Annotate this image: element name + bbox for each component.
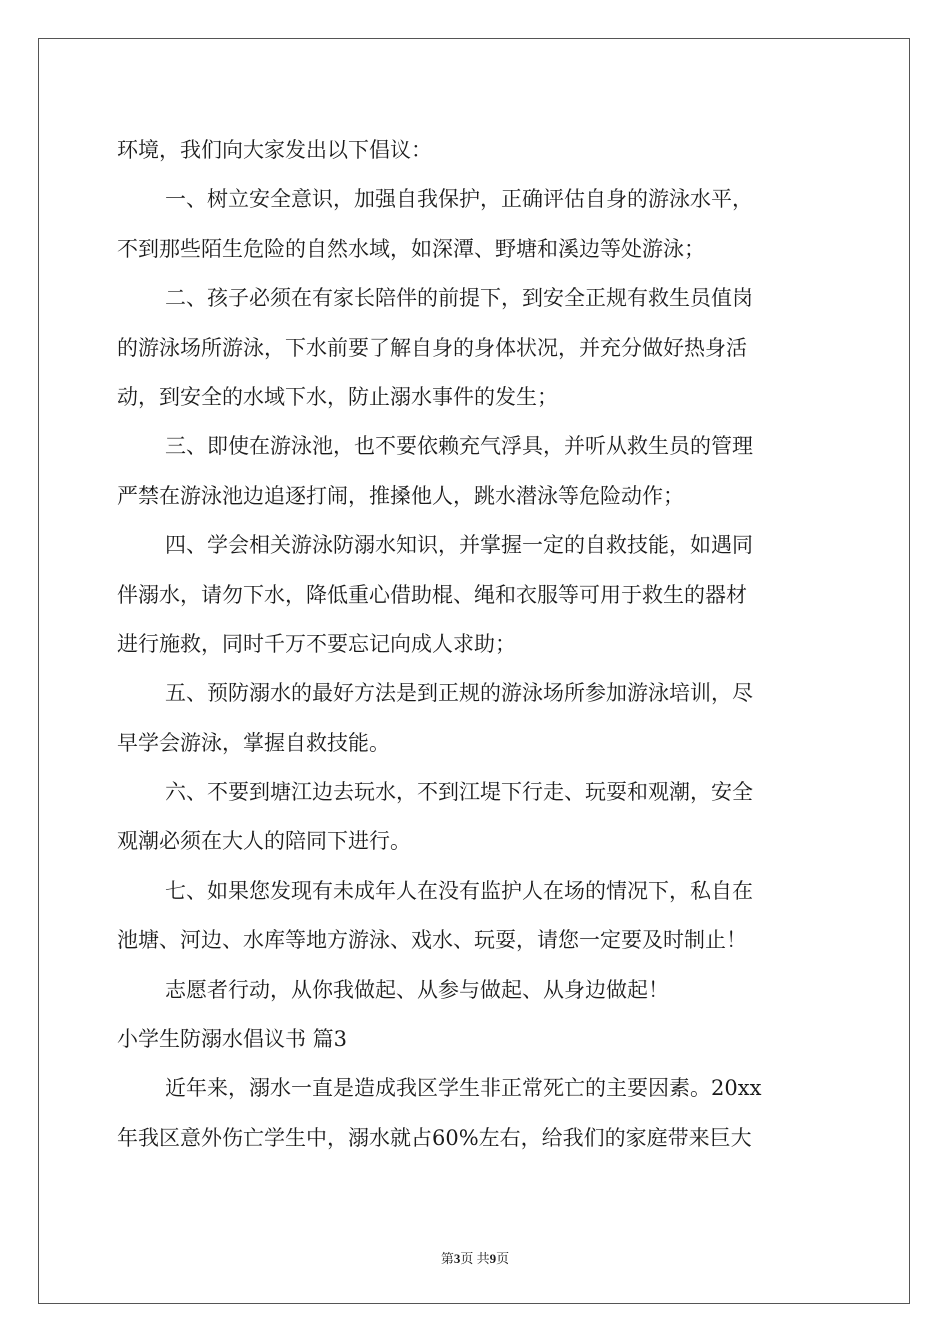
text-line: 四、学会相关游泳防溺水知识，并掌握一定的自救技能，如遇同 [165,533,753,558]
text-line: 早学会游泳，掌握自救技能。 [117,730,390,755]
text-line: 六、不要到塘江边去玩水，不到江堤下行走、玩耍和观潮，安全 [165,780,753,805]
text-line: 的游泳场所游泳，下水前要了解自身的身体状况，并充分做好热身活 [117,335,747,360]
text-line: 七、如果您发现有未成年人在没有监护人在场的情况下，私自在 [165,878,753,903]
current-page-number: 3 [453,1251,461,1266]
section-heading: 小学生防溺水倡议书 篇3 [117,1027,348,1052]
text-line: 池塘、河边、水库等地方游泳、戏水、玩耍，请您一定要及时制止！ [117,928,747,953]
text-line: 进行施救，同时千万不要忘记向成人求助； [117,631,516,656]
text-line: 年我区意外伤亡学生中，溺水就占60%左右，给我们的家庭带来巨大 [117,1125,752,1150]
text-line: 观潮必须在大人的陪同下进行。 [117,829,411,854]
text-line: 一、树立安全意识，加强自我保护，正确评估自身的游泳水平， [165,187,753,212]
text-line: 不到那些陌生危险的自然水域，如深潭、野塘和溪边等处游泳； [117,236,705,261]
text-line: 严禁在游泳池边追逐打闹，推搡他人，跳水潜泳等危险动作； [117,483,684,508]
text-line: 近年来，溺水一直是造成我区学生非正常死亡的主要因素。20xx [165,1076,762,1101]
text-line: 志愿者行动，从你我做起、从参与做起、从身边做起！ [165,977,669,1002]
text-line: 五、预防溺水的最好方法是到正规的游泳场所参加游泳培训，尽 [165,681,753,706]
footer-mid: 页 共 [460,1251,490,1266]
text-line: 三、即使在游泳池，也不要依赖充气浮具，并听从救生员的管理 [165,434,753,459]
text-line: 二、孩子必须在有家长陪伴的前提下，到安全正规有救生员值岗 [165,286,753,311]
text-line: 伴溺水，请勿下水，降低重心借助棍、绳和衣服等可用于救生的器材 [117,582,747,607]
document-body [117,126,837,1163]
footer-prefix: 第 [440,1251,454,1266]
page-footer [0,1248,950,1267]
text-line: 动，到安全的水域下水，防止溺水事件的发生； [117,384,558,409]
footer-suffix: 页 [496,1251,510,1266]
total-page-number: 9 [489,1251,497,1266]
text-line: 环境，我们向大家发出以下倡议： [117,138,432,162]
